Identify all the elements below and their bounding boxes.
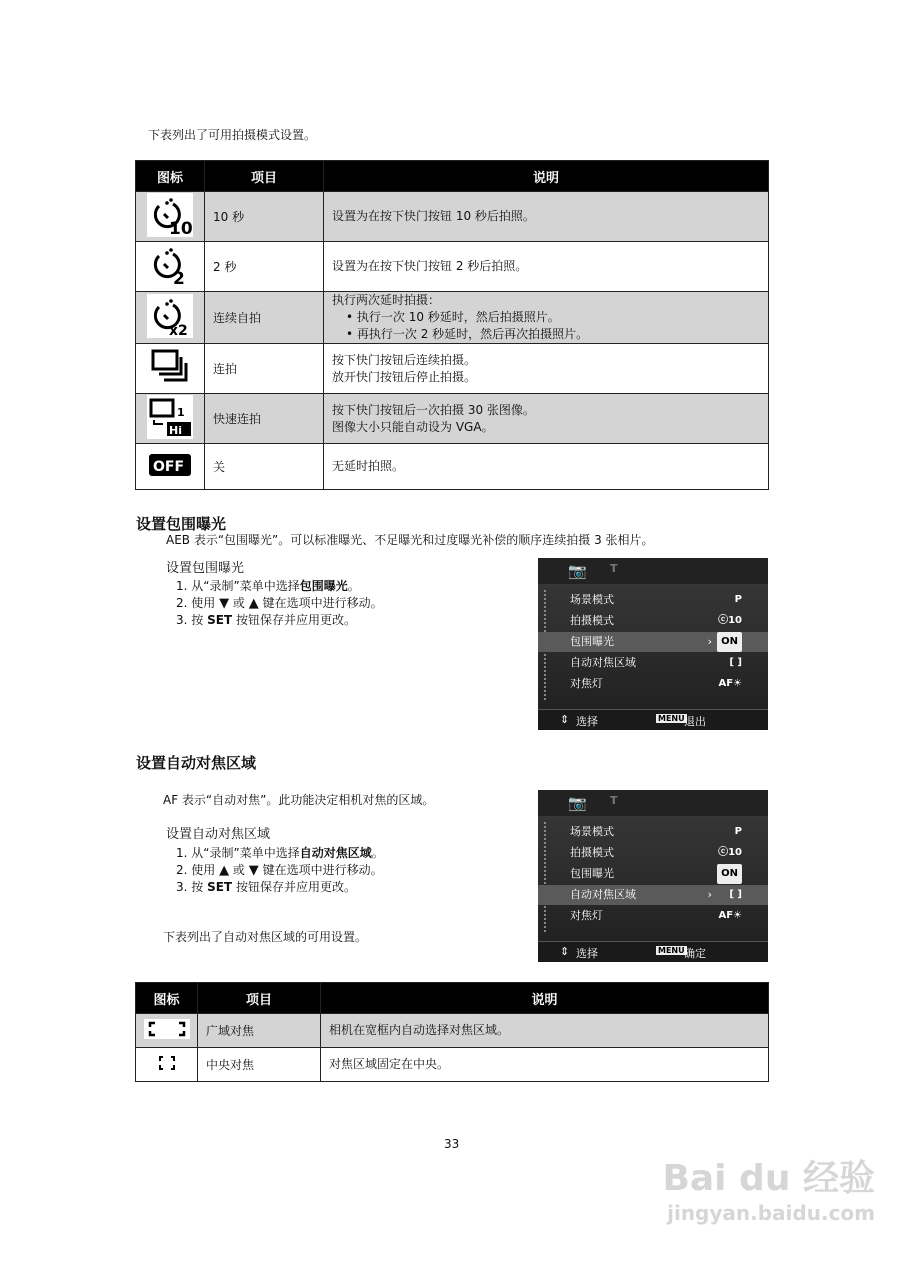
- step-text: 按钮保存并应用更改。: [235, 880, 356, 894]
- step-text: 1. 从“录制”菜单中选择: [176, 579, 300, 593]
- menu-label: 对焦灯: [570, 677, 603, 690]
- af-description: AF 表示“自动对焦”。此功能决定相机对焦的区域。: [163, 793, 435, 807]
- page-number: 33: [444, 1137, 460, 1151]
- aeb-steps-title: 设置包围曝光: [166, 561, 245, 576]
- step-bold: 包围曝光: [299, 579, 348, 593]
- chevron-right-icon: ›: [707, 888, 712, 901]
- down-arrow-icon: ▼: [248, 863, 259, 878]
- camera-menu-screen-aeb: [538, 558, 768, 730]
- intro-text: 下表列出了可用拍摄模式设置。: [148, 128, 317, 142]
- svg-text:OFF: OFF: [153, 459, 185, 475]
- updown-icon: ⇕: [560, 945, 570, 958]
- burst-icon: [136, 344, 205, 394]
- camera-icon: 📷: [568, 794, 587, 812]
- table-desc: 对焦区域固定在中央。: [321, 1048, 769, 1082]
- footer-confirm: 确定: [684, 947, 706, 960]
- header-item: 项目: [198, 983, 321, 1014]
- desc-line: 设置为在按下快门按钮 2 秒后拍照。: [332, 259, 528, 273]
- menu-label: 包围曝光: [570, 635, 614, 648]
- menu-label: 自动对焦区域: [570, 888, 636, 901]
- wide-focus-icon: [136, 1014, 198, 1048]
- fast-burst-icon: [136, 394, 205, 444]
- menu-badge: MENU: [658, 714, 685, 723]
- menu-label: 对焦灯: [570, 909, 603, 922]
- step-text: 。: [347, 579, 360, 593]
- table-header-row: [136, 161, 769, 192]
- table-row: [136, 394, 769, 444]
- table-row: [136, 192, 769, 242]
- menu-label: 包围曝光: [570, 867, 614, 880]
- table-row: [136, 1048, 769, 1082]
- af-area-table: [135, 982, 769, 1082]
- table-row: [136, 242, 769, 292]
- menu-row[interactable]: [538, 674, 768, 694]
- step-text: 3. 按: [176, 880, 204, 894]
- step-text: 键在选项中进行移动。: [262, 863, 383, 877]
- menu-row-selected[interactable]: [538, 885, 768, 905]
- menu-value: [ ]: [729, 657, 742, 668]
- table-item: 连拍: [205, 344, 324, 394]
- af-step-3: [176, 879, 356, 896]
- camera-tabs: [538, 790, 768, 816]
- aeb-section-title: 设置包围曝光: [136, 515, 227, 533]
- menu-label: 场景模式: [570, 825, 614, 838]
- step-text: 2. 使用: [176, 596, 216, 610]
- step-bold: SET: [207, 613, 233, 627]
- timer-10s-icon: [136, 192, 205, 242]
- desc-line: 设置为在按下快门按钮 10 秒后拍照。: [332, 209, 535, 223]
- step-text: 。: [371, 846, 384, 860]
- table-item: 快速连拍: [205, 394, 324, 444]
- timer-2s-icon: [136, 242, 205, 292]
- table-desc: [324, 444, 769, 490]
- menu-value: AF☀: [718, 910, 742, 921]
- af-steps-title: 设置自动对焦区域: [166, 827, 271, 842]
- header-icon: 图标: [136, 161, 205, 192]
- menu-value: ON: [717, 632, 742, 652]
- desc-line: 放开快门按钮后停止拍摄。: [332, 369, 477, 384]
- menu-row[interactable]: [538, 906, 768, 926]
- watermark-logo: Bai du 经验: [662, 1158, 875, 1199]
- step-text: 1. 从“录制”菜单中选择: [176, 846, 300, 860]
- menu-row[interactable]: [538, 611, 768, 631]
- aeb-step-1: [176, 578, 360, 595]
- desc-line: • 执行一次 10 秒延时，然后拍摄照片。: [346, 310, 560, 324]
- footer-exit: 退出: [684, 715, 706, 728]
- menu-value: ⓒ10: [718, 847, 742, 858]
- table-item: 连续自拍: [205, 292, 324, 344]
- watermark-url: jingyan.baidu.com: [667, 1201, 875, 1225]
- desc-line: 按下快门按钮后一次拍摄 30 张图像。: [332, 402, 535, 417]
- aeb-step-2: [176, 595, 383, 612]
- table-header-row: [136, 983, 769, 1014]
- table-item: 关: [205, 444, 324, 490]
- camera-icon: 📷: [568, 562, 587, 580]
- camera-menu-screen-af: [538, 790, 768, 962]
- table-item: 中央对焦: [198, 1048, 321, 1082]
- menu-value: AF☀: [718, 678, 742, 689]
- shooting-mode-table: [135, 160, 769, 490]
- menu-badge: MENU: [658, 946, 685, 955]
- svg-text:10: 10: [169, 219, 193, 238]
- menu-value: ⓒ10: [718, 615, 742, 626]
- off-icon: [136, 444, 205, 490]
- camera-tabs: [538, 558, 768, 584]
- table-desc: [324, 242, 769, 292]
- menu-label: 拍摄模式: [570, 846, 614, 859]
- wrench-icon: T: [610, 562, 618, 575]
- table-row: [136, 292, 769, 344]
- desc-line: 图像大小只能自动设为 VGA。: [332, 419, 494, 434]
- menu-value: ON: [717, 864, 742, 884]
- up-arrow-icon: ▲: [248, 596, 259, 611]
- menu-label: 自动对焦区域: [570, 656, 636, 669]
- desc-line: 执行两次延时拍摄：: [332, 293, 441, 307]
- wrench-icon: T: [610, 794, 618, 807]
- table-item: 2 秒: [205, 242, 324, 292]
- menu-row[interactable]: [538, 864, 768, 884]
- table-desc: [324, 394, 769, 444]
- table-item: 广域对焦: [198, 1014, 321, 1048]
- desc-line: 按下快门按钮后连续拍摄。: [332, 352, 477, 367]
- desc-line: 无延时拍照。: [332, 459, 405, 473]
- step-text: 键在选项中进行移动。: [262, 596, 383, 610]
- menu-row[interactable]: [538, 822, 768, 842]
- step-text: 按钮保存并应用更改。: [235, 613, 356, 627]
- step-text: 3. 按: [176, 613, 204, 627]
- aeb-description: AEB 表示“包围曝光”。可以标准曝光、不足曝光和过度曝光补偿的顺序连续拍摄 3 张相片。: [166, 533, 654, 547]
- menu-value: P: [734, 826, 742, 837]
- menu-value: [ ]: [729, 889, 742, 900]
- center-focus-icon: [136, 1048, 198, 1082]
- down-arrow-icon: ▼: [219, 596, 230, 611]
- table-row: [136, 344, 769, 394]
- menu-row[interactable]: [538, 843, 768, 863]
- menu-row[interactable]: [538, 590, 768, 610]
- menu-label: 场景模式: [570, 593, 614, 606]
- af-step-1: [176, 845, 384, 862]
- header-item: 项目: [205, 161, 324, 192]
- step-bold: 自动对焦区域: [299, 846, 372, 860]
- table-row: [136, 1014, 769, 1048]
- table-row: [136, 444, 769, 490]
- camera-footer: [538, 941, 768, 962]
- updown-icon: ⇕: [560, 713, 570, 726]
- svg-text:Hi: Hi: [169, 424, 182, 437]
- table-item: 10 秒: [205, 192, 324, 242]
- step-text: 或: [232, 596, 245, 610]
- header-desc: 说明: [324, 161, 769, 192]
- desc-line: • 再执行一次 2 秒延时，然后再次拍摄照片。: [346, 327, 589, 341]
- af-step-2: [176, 862, 383, 879]
- menu-value: P: [734, 594, 742, 605]
- table-desc: [324, 344, 769, 394]
- chevron-right-icon: ›: [707, 635, 712, 648]
- menu-row-selected[interactable]: [538, 632, 768, 652]
- table-desc: [324, 192, 769, 242]
- step-bold: SET: [207, 880, 233, 894]
- menu-label: 拍摄模式: [570, 614, 614, 627]
- aeb-step-3: [176, 612, 356, 629]
- step-text: 或: [232, 863, 245, 877]
- header-icon: 图标: [136, 983, 198, 1014]
- table-desc: 相机在宽框内自动选择对焦区域。: [321, 1014, 769, 1048]
- svg-text:x2: x2: [169, 323, 188, 339]
- footer-select: 选择: [576, 715, 598, 728]
- footer-select: 选择: [576, 947, 598, 960]
- table-desc: [324, 292, 769, 344]
- camera-footer: [538, 709, 768, 730]
- timer-double-icon: [136, 292, 205, 344]
- svg-text:1: 1: [177, 406, 185, 419]
- af-outro: 下表列出了自动对焦区域的可用设置。: [163, 930, 368, 944]
- menu-row[interactable]: [538, 653, 768, 673]
- header-desc: 说明: [321, 983, 769, 1014]
- af-section-title: 设置自动对焦区域: [136, 754, 257, 772]
- baidu-watermark: [662, 1150, 875, 1225]
- step-text: 2. 使用: [176, 863, 216, 877]
- up-arrow-icon: ▲: [219, 863, 230, 878]
- svg-text:2: 2: [173, 269, 185, 288]
